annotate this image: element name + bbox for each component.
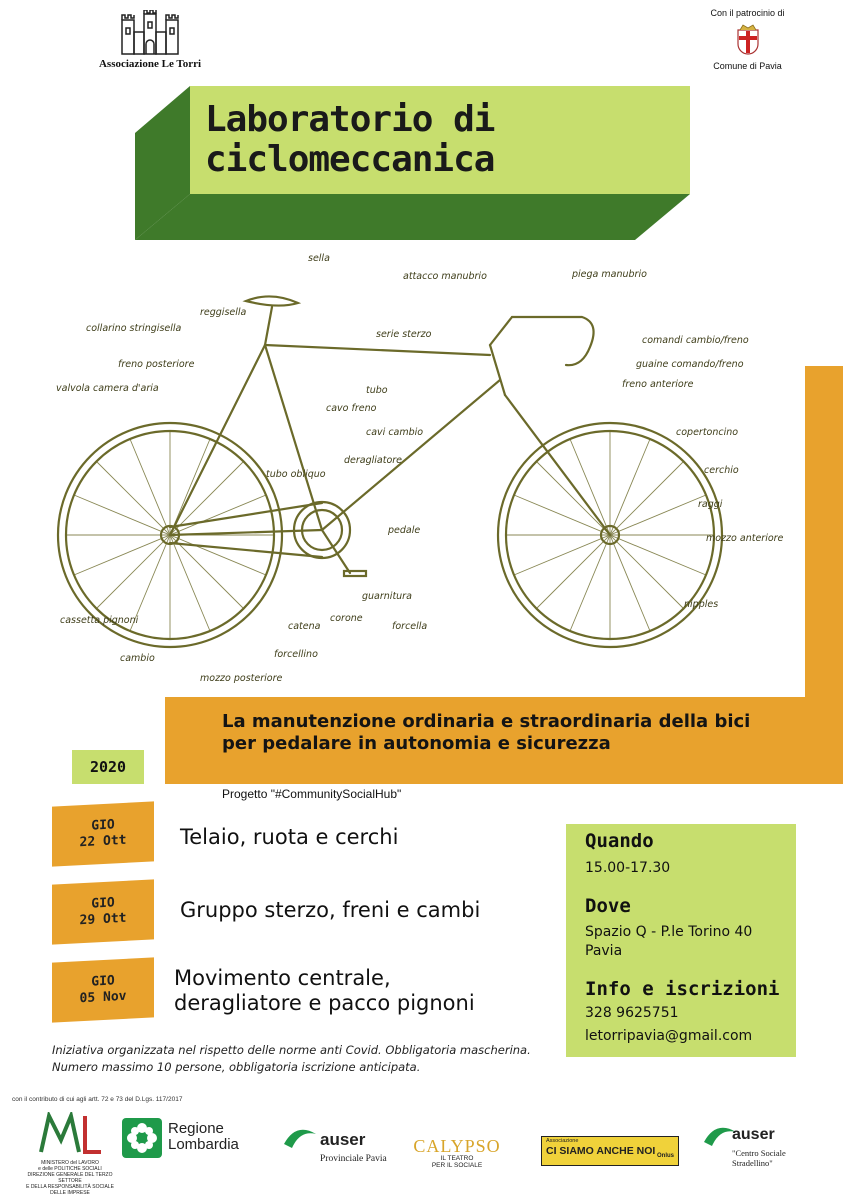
ministry-name: MINISTERO del LAVORO [41, 1160, 99, 1166]
note-line-1: Iniziativa organizzata nel rispetto delle norme anti Covid. Obbligatoria mascherina. [52, 1043, 531, 1057]
bike-label: mozzo posteriore [200, 673, 283, 684]
regione-lombardia-logo [122, 1118, 262, 1162]
ministry-logo [20, 1112, 120, 1196]
association-logo [95, 10, 205, 70]
patronage-entity: Comune di Pavia [713, 61, 782, 71]
session-date-3 [52, 957, 154, 1022]
ci-siamo-anche-noi-logo [541, 1136, 679, 1166]
ci-siamo-name: CI SIAMO ANCHE NOI [546, 1145, 656, 1157]
bike-label: pedale [388, 525, 421, 536]
association-name: Associazione Le Torri [98, 58, 202, 70]
session-day: GIO [91, 895, 115, 912]
session-date: 05 Nov [79, 988, 127, 1007]
bike-label: cavi cambio [366, 427, 424, 438]
ministry-emblem-icon [35, 1112, 105, 1156]
bike-label: serie sterzo [376, 329, 432, 340]
calypso-sub-2: PER IL SOCIALE [431, 1162, 483, 1169]
contact-email[interactable]: letorripavia@gmail.com [585, 1028, 753, 1044]
bike-label: forcellino [274, 649, 318, 660]
session-topic-1 [180, 825, 398, 850]
auser-sub-2: Stradellino" [732, 1158, 773, 1168]
auser-swoosh-icon [282, 1124, 318, 1150]
contact-label: Info e iscrizioni [585, 978, 780, 1000]
when-label: Quando [585, 830, 654, 852]
page-title [205, 100, 494, 180]
subtitle-line-1: La manutenzione ordinaria e straordinaria della bici [222, 711, 751, 732]
ministry-dept-2: E DELLA RESPONSABILITÀ SOCIALE DELLE IMPRESE [26, 1184, 114, 1196]
session-date-2 [52, 879, 154, 944]
session-topic-text: Telaio, ruota e cerchi [180, 825, 399, 849]
note-line-2: Numero massimo 10 persone, obbligatoria iscrizione anticipata. [52, 1060, 421, 1074]
calypso-name: CALYPSO [413, 1136, 501, 1156]
auser-name: auser [732, 1126, 775, 1143]
info-panel [566, 824, 796, 1057]
calypso-sub-1: IL TEATRO [440, 1155, 474, 1162]
session-topic-text: Gruppo sterzo, freni e cambi [180, 898, 481, 922]
title-line-1: Laboratorio di [205, 99, 495, 140]
regione-name-2: Lombardia [168, 1136, 239, 1153]
bike-label: guarnitura [362, 591, 412, 602]
bike-label: raggi [698, 499, 723, 510]
year-badge: 2020 [72, 750, 144, 784]
where-address: Spazio Q - P.le Torino 40 [585, 924, 753, 940]
session-topic-text: Movimento centrale, [174, 966, 391, 990]
session-day: GIO [91, 817, 115, 834]
bike-label: tubo obliquo [266, 469, 326, 480]
ci-siamo-top: Associazione [546, 1138, 579, 1144]
bike-label: reggisella [200, 307, 247, 318]
bike-label: copertoncino [676, 427, 739, 438]
pavia-crest-icon [734, 22, 762, 58]
contact-phone[interactable]: 328 9625751 [585, 1005, 679, 1021]
bike-label: cassetta pignoni [60, 615, 139, 626]
ministry-name-2: e delle POLITICHE SOCIALI [38, 1166, 102, 1172]
session-date: 29 Ott [79, 910, 127, 929]
ministry-dept: DIREZIONE GENERALE DEL TERZO SETTORE [27, 1172, 113, 1184]
auser-sub-1: "Centro Sociale [732, 1148, 786, 1158]
bike-label: cerchio [704, 465, 739, 476]
subtitle-line-2: per pedalare in autonomia e sicurezza [222, 733, 611, 754]
bike-label: mozzo anteriore [706, 533, 784, 544]
session-topic-3 [174, 966, 475, 1016]
patronage [700, 8, 795, 71]
bike-label: collarino stringisella [86, 323, 182, 334]
covid-note [52, 1042, 531, 1076]
subtitle [222, 711, 750, 755]
auser-sub: Provinciale Pavia [320, 1154, 387, 1164]
where-label: Dove [585, 895, 631, 917]
auser-name: auser [320, 1130, 366, 1149]
bike-label: catena [288, 621, 321, 632]
bike-label: forcella [392, 621, 428, 632]
regione-name-1: Regione [168, 1120, 224, 1137]
bike-label: comandi cambio/freno [642, 335, 749, 346]
session-topic-text: deragliatore e pacco pignoni [174, 991, 475, 1015]
bike-label: freno anteriore [622, 379, 694, 390]
project-label: Progetto "#CommunitySocialHub" [222, 787, 402, 801]
title-line-2: ciclomeccanica [205, 139, 495, 180]
bike-label: valvola camera d'aria [56, 383, 159, 394]
bike-label: corone [330, 613, 363, 624]
bike-label: piega manubrio [572, 269, 647, 280]
calypso-logo [402, 1136, 512, 1169]
bike-label: guaine comando/freno [636, 359, 744, 370]
bike-label: attacco manubrio [403, 271, 487, 282]
bike-label: deragliatore [344, 455, 403, 466]
session-date-1 [52, 801, 154, 866]
bike-label: cavo freno [326, 403, 377, 414]
session-topic-2 [180, 898, 480, 923]
bike-label: cambio [120, 653, 155, 664]
bicycle-illustration [50, 245, 810, 695]
contribution-note: con il contributo di cui agli artt. 72 e 73 del D.Lgs. 117/2017 [12, 1096, 183, 1103]
where-city: Pavia [585, 943, 623, 959]
patronage-label: Con il patrocinio di [710, 8, 785, 18]
session-day: GIO [91, 973, 115, 990]
ci-siamo-tag: Onlus [656, 1153, 674, 1159]
bike-label: sella [308, 253, 330, 264]
when-value: 15.00-17.30 [585, 860, 671, 876]
lombardia-rose-icon [122, 1118, 162, 1158]
bike-label: tubo [366, 385, 388, 396]
bicycle-icon [50, 245, 810, 695]
bike-label: nipples [684, 599, 719, 610]
session-date: 22 Ott [79, 832, 127, 851]
bike-label: freno posteriore [118, 359, 195, 370]
castle-icon [118, 10, 182, 56]
